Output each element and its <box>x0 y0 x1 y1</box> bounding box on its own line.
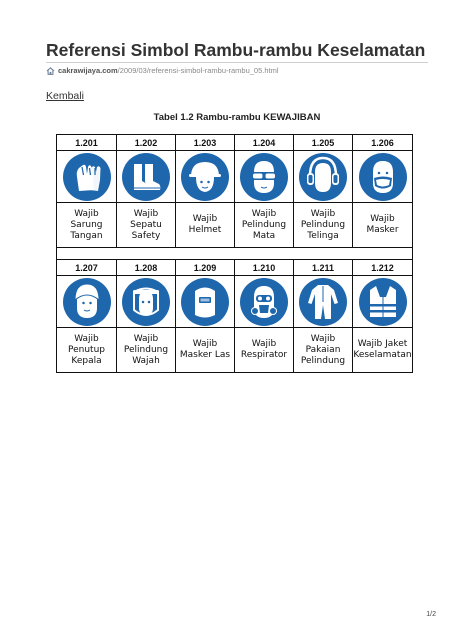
spacer-row <box>57 248 413 260</box>
code-row <box>57 260 413 276</box>
respirator-icon <box>239 277 289 327</box>
sign-label: Wajib Respirator <box>240 339 288 360</box>
sign-code: 1.211 <box>294 260 353 276</box>
source-domain[interactable]: cakrawijaya.com <box>58 66 118 75</box>
sign-code: 1.210 <box>235 260 294 276</box>
head-cover-icon <box>62 277 112 327</box>
welding-mask-icon <box>180 277 230 327</box>
label-row <box>57 203 413 248</box>
source-path[interactable]: /2009/03/referensi-simbol-rambu-rambu_05.html <box>117 66 279 75</box>
title-divider <box>46 62 428 63</box>
sign-code: 1.209 <box>176 260 235 276</box>
mask-icon <box>358 152 408 202</box>
ear-protection-icon <box>298 152 348 202</box>
home-icon <box>46 67 55 75</box>
sign-label: Wajib Sepatu Safety <box>130 208 162 241</box>
gloves-icon <box>62 152 112 202</box>
page-number: 1/2 <box>426 611 436 618</box>
safety-boots-icon <box>121 152 171 202</box>
back-link[interactable]: Kembali <box>46 90 84 102</box>
sign-label: Wajib Jaket Keselamatan <box>353 339 412 360</box>
icon-row <box>57 151 413 203</box>
sign-label: Wajib Masker Las <box>179 339 231 360</box>
sign-label: Wajib Pakaian Pelindung <box>300 333 346 366</box>
sign-label: Wajib Pelindung Wajah <box>123 333 169 366</box>
sign-code: 1.206 <box>353 135 413 151</box>
sign-label: Wajib Pelindung Telinga <box>300 208 346 241</box>
sign-code: 1.208 <box>117 260 176 276</box>
icon-row <box>57 276 413 328</box>
sign-code: 1.212 <box>353 260 413 276</box>
face-shield-icon <box>121 277 171 327</box>
signs-table <box>56 134 413 373</box>
sign-label: Wajib Penutup Kepala <box>68 333 105 366</box>
sign-label: Wajib Helmet <box>188 214 222 235</box>
sign-label: Wajib Masker <box>366 214 399 235</box>
sign-code: 1.204 <box>235 135 294 151</box>
sign-code: 1.201 <box>57 135 117 151</box>
page-title: Referensi Simbol Rambu-rambu Keselamatan <box>46 40 426 60</box>
sign-code: 1.202 <box>117 135 176 151</box>
safety-vest-icon <box>358 277 408 327</box>
sign-label: Wajib Pelindung Mata <box>241 208 287 241</box>
goggles-icon <box>239 152 289 202</box>
sign-code: 1.205 <box>294 135 353 151</box>
sign-label: Wajib Sarung Tangan <box>70 208 103 241</box>
sign-code: 1.207 <box>57 260 117 276</box>
source-url[interactable] <box>46 66 279 75</box>
code-row <box>57 135 413 151</box>
label-row <box>57 328 413 373</box>
table-caption: Tabel 1.2 Rambu-rambu KEWAJIBAN <box>153 112 321 123</box>
sign-code: 1.203 <box>176 135 235 151</box>
helmet-icon <box>180 152 230 202</box>
protective-clothing-icon <box>298 277 348 327</box>
